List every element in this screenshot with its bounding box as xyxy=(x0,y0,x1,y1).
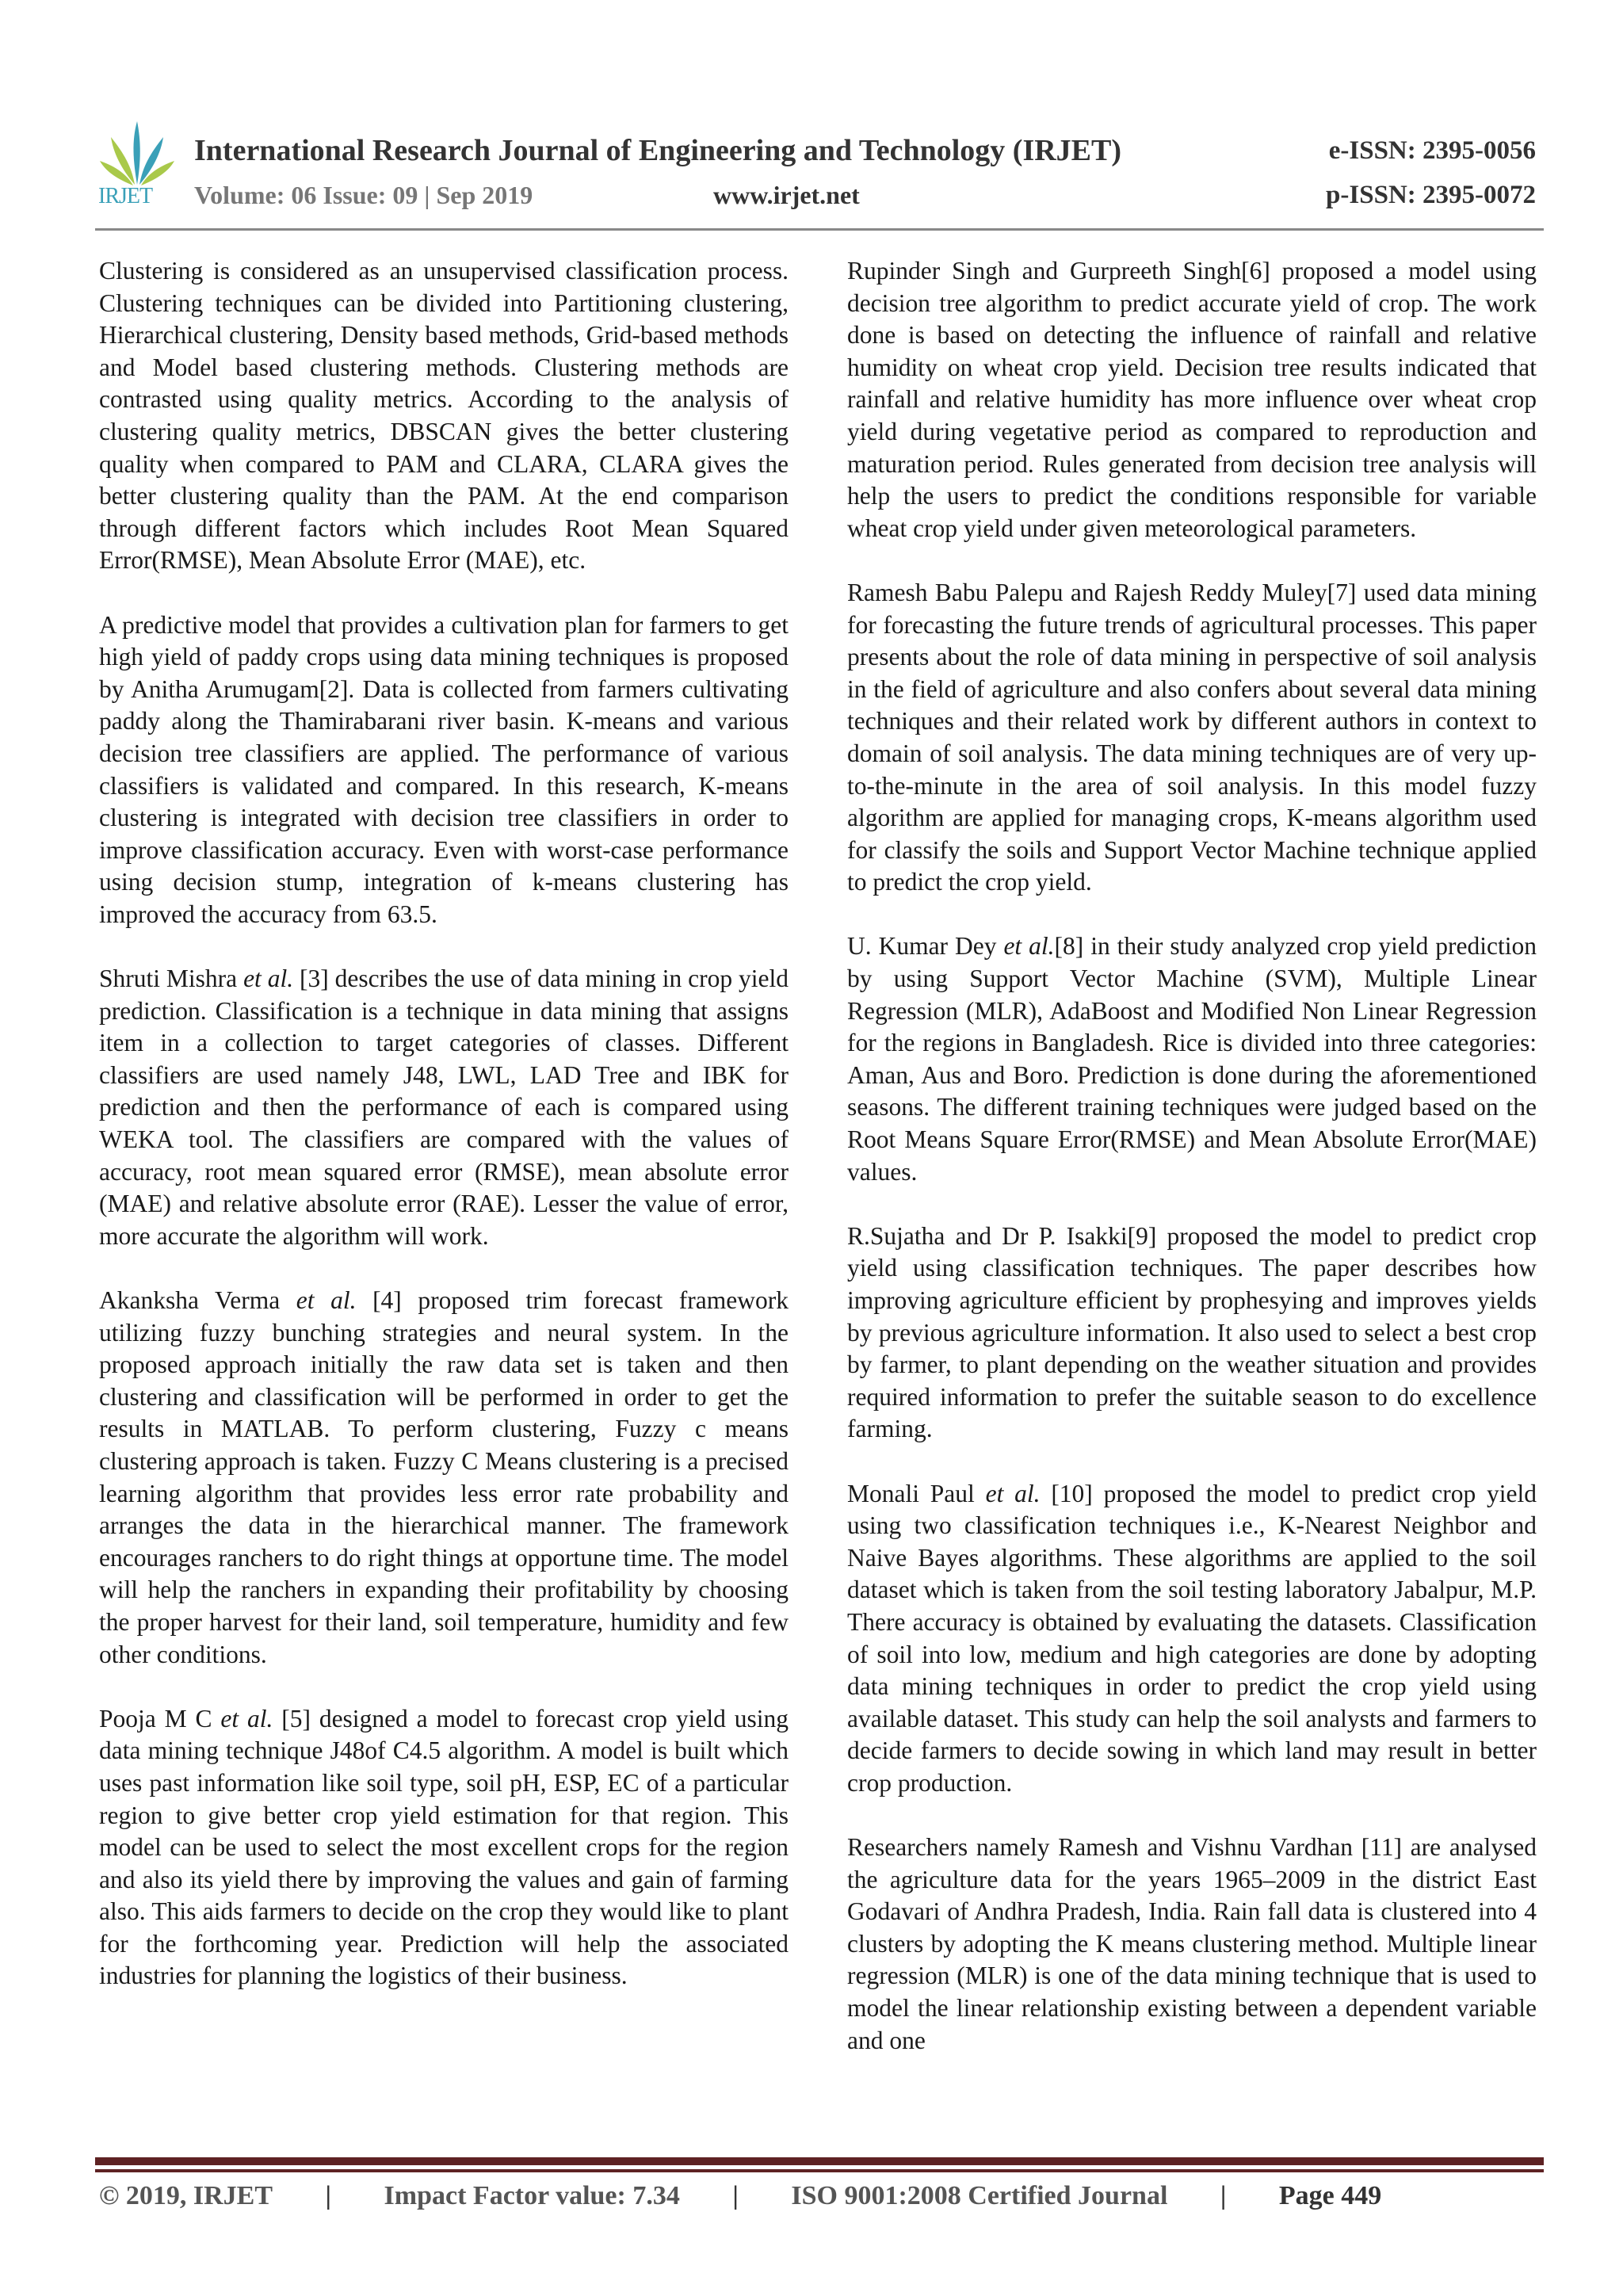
right-column xyxy=(847,255,1537,2089)
copyright: © 2019, IRJET xyxy=(99,2181,273,2210)
page-number: Page 449 xyxy=(1278,2181,1382,2210)
logo-text: IRJET xyxy=(98,184,153,208)
paragraph: R.Sujatha and Dr P. Isakki[9] proposed the model to predict crop yield using classification techniques. The paper describes how improving agriculture efficient by prophesying and improves yields by previous agriculture information. It also used to select a best crop by farmer, to plant depending on the weather situation and provides required information to prefer the suitable season to do excellence farming. xyxy=(847,1221,1537,1443)
left-column xyxy=(99,255,789,2025)
volume-issue: Volume: 06 Issue: 09 | Sep 2019 xyxy=(194,181,533,209)
paragraph: Researchers namely Ramesh and Vishnu Vardhan [11] are analysed the agriculture data for the years 1965–2009 in the district East Godavari of Andhra Pradesh, India. Rain fall data is clustered into 4 clusters by adopting the K means clustering method. Multiple linear regression (MLR) is one of the data mining technique that is used to model the linear relationship existing between a dependent variable and one xyxy=(847,1833,1537,2054)
footer-divider-thin xyxy=(95,2169,1544,2172)
paragraph: Monali Paul et al. [10] proposed the model to predict crop yield using two classification techniques i.e., K-Nearest Neighbor and Naive Bayes algorithms. These algorithms are applied to the soil dataset which is taken from the soil testing laboratory Jabalpur, M.P. There accuracy is obtained by evaluating the datasets. Classification of soil into low, medium and high categories are done by adopting data mining techniques in order to predict the crop yield using available dataset. This study can help the soil analysts and farmers to decide farmers to decide sowing in which land may result in better crop production. xyxy=(847,1479,1537,1797)
paragraph: Rupinder Singh and Gurpreeth Singh[6] proposed a model using decision tree algorithm to predict accurate yield of crop. The work done is based on detecting the influence of rainfall and relative humidity on wheat crop yield. Decision tree results indicated that rainfall and relative humidity has more influence over wheat crop yield during vegetative period as compared to reproduction and maturation period. Rules generated from decision tree analysis will help the users to predict the conditions responsible for variable wheat crop yield under given meteorological parameters. xyxy=(847,257,1537,542)
impact-factor: Impact Factor value: 7.34 xyxy=(384,2181,680,2210)
paragraph: U. Kumar Dey et al.[8] in their study analyzed crop yield prediction by using Support Vector Machine (SVM), Multiple Linear Regression (MLR), AdaBoost and Modified Non Linear Regression for the regions in Bangladesh. Rice is divided into three categories: Aman, Aus and Boro. Prediction is done during the aforementioned seasons. The different training techniques were judged based on the Root Means Square Error(RMSE) and Mean Absolute Error(MAE) values. xyxy=(847,932,1537,1186)
separator: | xyxy=(1220,2181,1227,2210)
separator: | xyxy=(325,2181,332,2210)
paragraph: Clustering is considered as an unsupervised classification process. Clustering techniques can be divided into Partitioning clustering, Hierarchical clustering, Density based methods, Grid-based methods and Model based clustering methods. Clustering methods are contrasted using quality metrics. According to the analysis of clustering quality metrics, DBSCAN gives the better clustering quality when compared to PAM and CLARA, CLARA gives the better clustering quality than the PAM. At the end comparison through different factors which includes Root Mean Squared Error(RMSE), Mean Absolute Error (MAE), etc. xyxy=(99,257,789,575)
paragraph: A predictive model that provides a cultivation plan for farmers to get high yield of paddy crops using data mining techniques is proposed by Anitha Arumugam[2]. Data is collected from farmers cultivating paddy along the Thamirabarani river basin. K-means and various decision tree classifiers are applied. The performance of various classifiers is validated and compared. In this research, K-means clustering is integrated with decision tree classifiers in order to improve classification accuracy. Even with worst-case performance using decision stump, integration of k-means clustering has improved the accuracy from 63.5. xyxy=(99,610,789,928)
journal-website: www.irjet.net xyxy=(713,181,860,209)
separator: | xyxy=(732,2181,739,2210)
paragraph: Shruti Mishra et al. [3] describes the use of data mining in crop yield prediction. Classification is a technique in data mining that assigns item in a collection to target categories of classes. Different classifiers are used namely J48, LWL, LAD Tree and IBK for prediction and then the performance of each is compared using WEKA tool. The classifiers are compared with the values of accuracy, root mean squared error (RMSE), mean absolute error (MAE) and relative absolute error (RAE). Lesser the value of error, more accurate the algorithm will work. xyxy=(99,965,789,1250)
irjet-logo-icon xyxy=(94,117,181,189)
paragraph: Pooja M C et al. [5] designed a model to forecast crop yield using data mining technique J48of C4.5 algorithm. A model is built which uses past information like soil type, soil pH, ESP, EC of a particular region to give better crop yield estimation for that region. This model can be used to select the most excellent crops for the region and also its yield there by improving the values and gain of farming also. This aids farmers to decide on the crop they would like to plant for the forthcoming year. Prediction will help the associated industries for planning the logistics of their business. xyxy=(99,1704,789,1990)
p-issn: p-ISSN: 2395-0072 xyxy=(1326,181,1536,209)
page-footer xyxy=(99,2181,1526,2211)
journal-title: International Research Journal of Engineering and Technology (IRJET) xyxy=(194,134,1122,167)
paragraph: Ramesh Babu Palepu and Rajesh Reddy Muley[7] used data mining for forecasting the future trends of agricultural processes. This paper presents about the role of data mining in perspective of soil analysis in the field of agriculture and also confers about several data mining techniques and their related work by different authors in context to domain of soil analysis. The data mining techniques are of very up-to-the-minute in the area of soil analysis. In this model fuzzy algorithm are applied for managing crops, K-means algorithm used for classify the soils and Support Vector Machine technique applied to predict the crop yield. xyxy=(847,578,1537,896)
iso-certification: ISO 9001:2008 Certified Journal xyxy=(791,2181,1168,2210)
paragraph: Akanksha Verma et al. [4] proposed trim forecast framework utilizing fuzzy bunching strategies and neural system. In the proposed approach initially the raw data set is taken and then clustering and classification will be performed in order to get the results in MATLAB. To perform clustering, Fuzzy c means clustering approach is taken. Fuzzy C Means clustering is a precised learning algorithm that provides less error rate probability and arranges the data in the hierarchical manner. The framework encourages ranchers to do right things at opportune time. The model will help the ranchers in expanding their profitability by choosing the proper harvest for their land, soil temperature, humidity and few other conditions. xyxy=(99,1286,789,1668)
footer-divider xyxy=(95,2157,1544,2165)
header-divider xyxy=(95,228,1544,231)
e-issn: e-ISSN: 2395-0056 xyxy=(1328,136,1536,165)
